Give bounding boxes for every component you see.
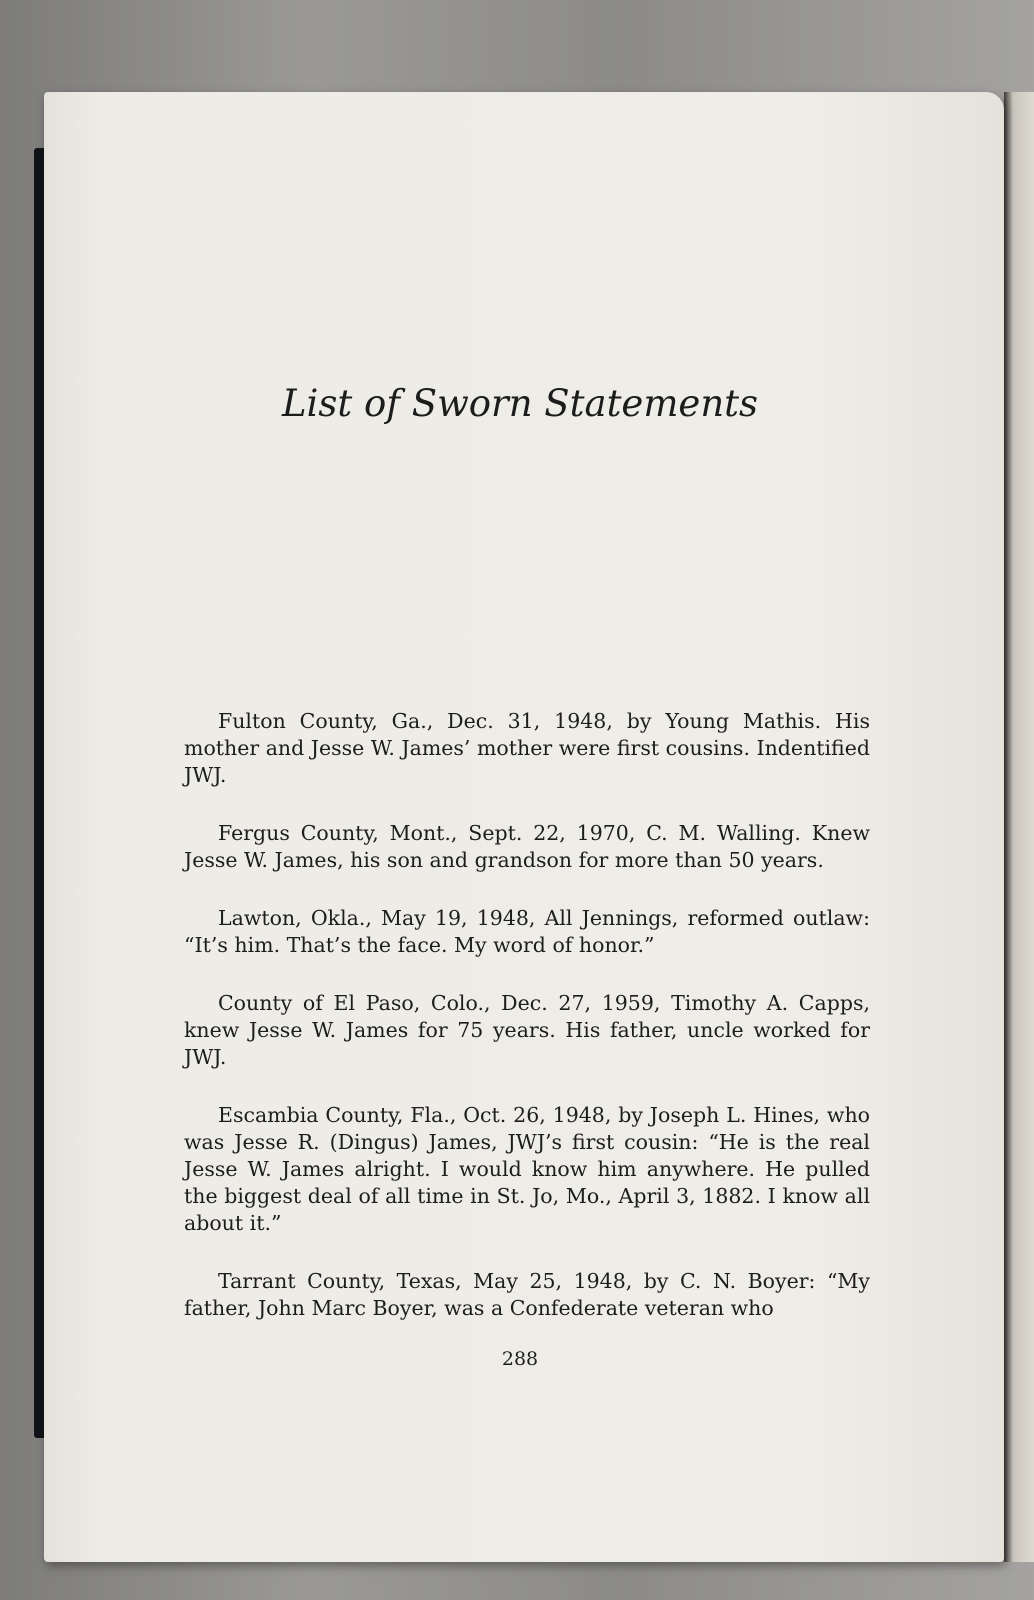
statement-entry: Lawton, Okla., May 19, 1948, All Jennings, reformed outlaw: “It’s him. That’s the face. My word of honor.”: [184, 906, 870, 957]
statement-entry: Fergus County, Mont., Sept. 22, 1970, C. M. Walling. Knew Jesse W. James, his son and grandson for more than 50 years.: [184, 821, 870, 872]
statement-entry: County of El Paso, Colo., Dec. 27, 1959, Timothy A. Capps, knew Jesse W. James for 75 years. His father, uncle worked for JWJ.: [184, 991, 870, 1069]
statement-entry: Escambia County, Fla., Oct. 26, 1948, by Joseph L. Hines, who was Jesse R. (Dingus) James, JWJ’s first cousin: “He is the real Jesse W. James alright. I would know him anywhere. He pulled the biggest deal of all time in St. Jo, Mo., April 3, 1882. I know all about it.”: [184, 1103, 870, 1235]
statement-list: [184, 708, 870, 1353]
page-number: 288: [501, 1348, 539, 1370]
facing-page-edge: [1004, 92, 1034, 1562]
statement-entry: Fulton County, Ga., Dec. 31, 1948, by Young Mathis. His mother and Jesse W. James’ mother were first cousins. Indentified JWJ.: [184, 709, 870, 787]
statement-entry: Tarrant County, Texas, May 25, 1948, by C. N. Boyer: “My father, John Marc Boyer, was a Confederate veteran who: [184, 1269, 870, 1320]
page-title: List of Sworn Statements: [281, 382, 759, 425]
